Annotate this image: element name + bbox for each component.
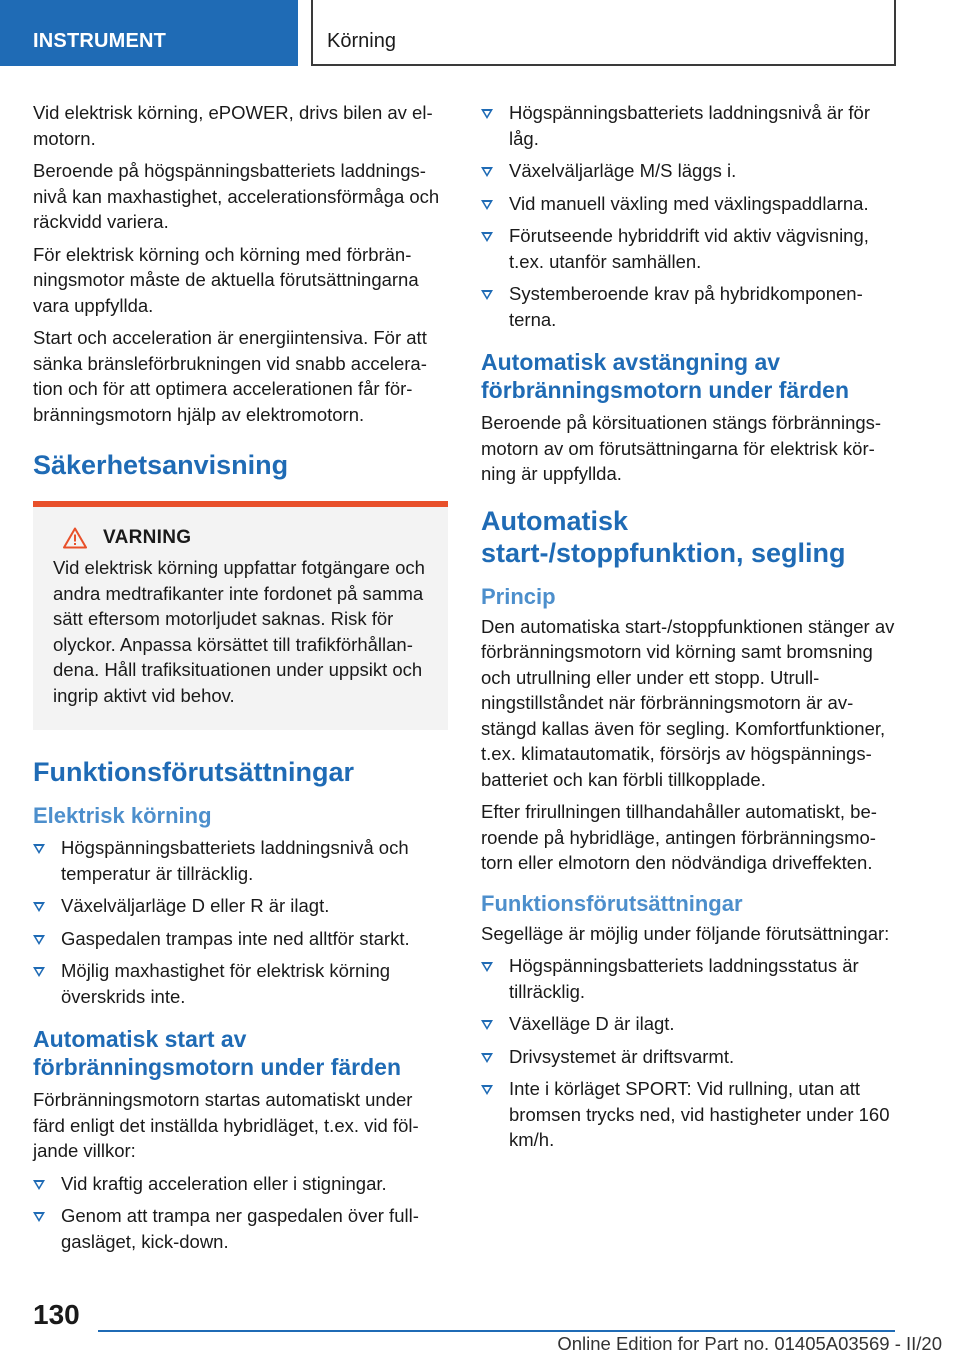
right-column	[481, 100, 897, 1160]
heading-autostart: Automatisk start av förbränningsmotorn under färden	[33, 1026, 401, 1080]
bullet-triangle-icon	[33, 1180, 45, 1190]
list-item: Gaspedalen trampas inte ned alltför starkt.	[33, 926, 448, 952]
bullet-triangle-icon	[481, 1053, 493, 1063]
chapter-title: Körning	[327, 30, 396, 52]
bullet-triangle-icon	[33, 967, 45, 977]
bullet-triangle-icon	[33, 1212, 45, 1222]
left-column	[33, 100, 448, 1261]
bullet-triangle-icon	[481, 962, 493, 972]
warning-triangle-icon	[63, 527, 87, 549]
bullet-triangle-icon	[33, 935, 45, 945]
bullet-triangle-icon	[481, 1020, 493, 1030]
paragraph: Segelläge är möjlig under följande förutsättningar:	[481, 922, 890, 944]
list-item: Vid manuell växling med växlingspaddlarna.	[481, 191, 897, 217]
list-item: Högspänningsbatteriets laddningsstatus är tillräcklig.	[481, 953, 897, 1004]
warning-title: VARNING	[103, 527, 192, 548]
continued-list	[481, 100, 897, 332]
list-item: Högspänningsbatteriets laddningsnivå är för låg.	[481, 100, 897, 151]
warning-header	[63, 527, 428, 549]
page-number: 130	[33, 1299, 80, 1330]
sailing-list	[481, 953, 897, 1153]
paragraph: För elektrisk körning och körning med förbränningsmotor måste de aktuella förutsättningarna vara uppfyllda.	[33, 243, 419, 316]
list-item: Växelväljarläge M/S läggs i.	[481, 158, 897, 184]
paragraph: Den automatiska start-/stoppfunktionen stänger av förbränningsmotorn vid körning samt bromsning och utrullning eller under ett stopp. Utrullningstillståndet när förbränningsmotorn är avstängd kallas även för segling. Komfortfunktioner, t.ex. klimatautomatik, försörjs av högspänningsbatteriet och kan förbli tillkopplade.	[481, 615, 895, 790]
bullet-triangle-icon	[481, 109, 493, 119]
heading-autostop: Automatisk avstängning av förbränningsmotorn under färden	[481, 349, 849, 403]
bullet-triangle-icon	[481, 167, 493, 177]
list-item: Förutseende hybriddrift vid aktiv vägvisning, t.ex. utanför samhällen.	[481, 223, 897, 274]
footer-divider	[98, 1330, 895, 1332]
paragraph: Vid elektrisk körning, ePOWER, drivs bilen av elmotorn.	[33, 102, 433, 149]
list-item: Högspänningsbatteriets laddningsnivå och temperatur är tillräcklig.	[33, 835, 448, 886]
heading-safety: Säkerhetsanvisning	[33, 450, 289, 480]
paragraph: Beroende på körsituationen stängs förbränningsmotorn av om förutsättningarna för elektrisk körning är uppfyllda.	[481, 412, 882, 484]
list-item: Drivsystemet är driftsvarmt.	[481, 1044, 897, 1070]
bullet-triangle-icon	[481, 1085, 493, 1095]
list-item: Inte i körläget SPORT: Vid rullning, utan att bromsen trycks ned, vid hastigheter under 160 km/h.	[481, 1076, 897, 1153]
bullet-triangle-icon	[33, 902, 45, 912]
chapter-box	[311, 0, 896, 66]
electric-list	[33, 835, 448, 1009]
paragraph: Förbränningsmotorn startas automatiskt under färd enligt det inställda hybridläget, t.ex. vid följande villkor:	[33, 1089, 419, 1161]
list-item: Möjlig maxhastighet för elektrisk körning överskrids inte.	[33, 958, 448, 1009]
section-tab	[0, 0, 298, 66]
heading-function-requirements-sailing: Funktionsförutsättningar	[481, 890, 743, 916]
list-item: Genom att trampa ner gaspedalen över fullgasläget, kick-down.	[33, 1203, 448, 1254]
autostart-list	[33, 1171, 448, 1255]
bullet-triangle-icon	[481, 200, 493, 210]
paragraph: Efter frirullningen tillhandahåller automatiskt, beroende på hybridläge, antingen förbränningsmotorn eller elmotorn den nödvändiga driveffekten.	[481, 801, 877, 873]
section-title: INSTRUMENT	[33, 30, 167, 52]
list-item: Vid kraftig acceleration eller i stigningar.	[33, 1171, 448, 1197]
paragraph: Start och acceleration är energiintensiva. För att sänka bränsleförbrukningen vid snabb acceleration och för att optimera accelerationen får förbränningsmotorn hjälp av elektromotorn.	[33, 327, 427, 425]
bullet-triangle-icon	[481, 290, 493, 300]
bullet-triangle-icon	[33, 844, 45, 854]
list-item: Växelväljarläge D eller R är ilagt.	[33, 893, 448, 919]
heading-start-stop: Automatisk start-/stoppfunktion, segling	[481, 505, 846, 568]
paragraph: Beroende på högspänningsbatteriets laddningsnivå kan maxhastighet, accelerationsförmåga och räckvidd variera.	[33, 160, 440, 232]
list-item: Växelläge D är ilagt.	[481, 1011, 897, 1037]
warning-box	[33, 501, 448, 730]
edition-info: Online Edition for Part no. 01405A03569 - II/20	[557, 1333, 942, 1354]
heading-principle: Princip	[481, 583, 556, 609]
list-item: Systemberoende krav på hybridkomponenterna.	[481, 281, 897, 332]
warning-text: Vid elektrisk körning uppfattar fotgängare och andra medtrafikanter inte fordonet på samma sätt eftersom motorljudet saknas. Risk för olyckor. Anpassa körsättet till trafikförhållandena. Håll trafiksituationen under uppsikt och ingrip aktivt vid behov.	[53, 557, 425, 706]
bullet-triangle-icon	[481, 232, 493, 242]
heading-electric-driving: Elektrisk körning	[33, 803, 212, 828]
heading-function-requirements: Funktionsförutsättningar	[33, 757, 354, 787]
